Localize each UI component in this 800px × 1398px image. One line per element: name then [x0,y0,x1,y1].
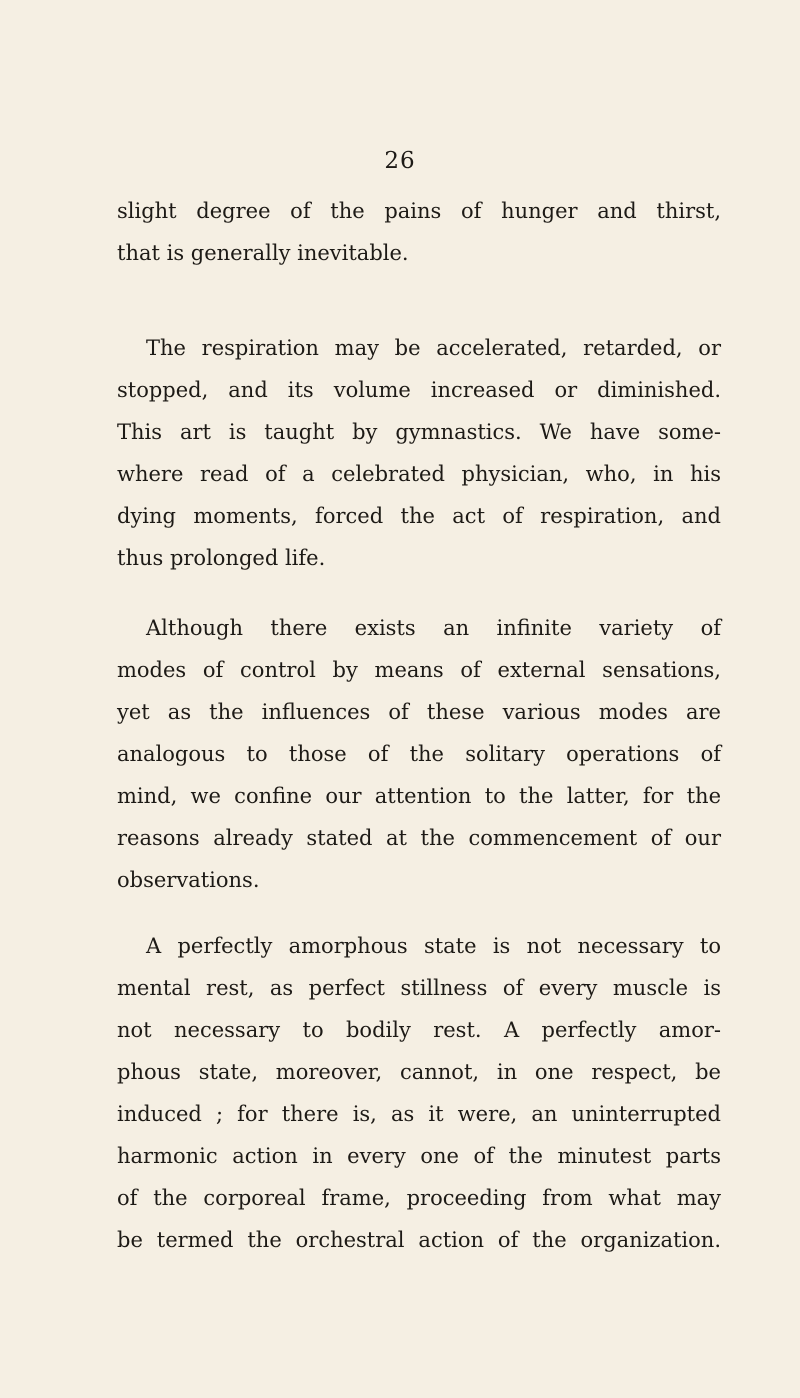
paragraph-line: A perfectly amorphous state is not necessary to [146,934,721,958]
paragraph-2 [117,327,721,579]
paragraph-line: phous state, moreover, cannot, in one respect, be [117,1060,721,1084]
page-number: 26 [384,148,416,174]
paragraph-line: Although there exists an infinite variety of [146,616,721,640]
paragraph-line: mind, we confine our attention to the latter, for the [117,784,721,808]
paragraph-line: of the corporeal frame, proceeding from what may [117,1186,721,1210]
paragraph-line: dying moments, forced the act of respiration, and [117,504,721,528]
paragraph-line: The respiration may be accelerated, retarded, or [146,336,721,360]
paragraph-line: analogous to those of the solitary operations of [117,742,721,766]
paragraph-line: not necessary to bodily rest. A perfectly amor- [117,1018,721,1042]
paragraph-line: where read of a celebrated physician, who, in his [117,462,721,486]
paragraph-4 [117,925,721,1261]
paragraph-line: modes of control by means of external sensations, [117,658,721,682]
paragraph-line: harmonic action in every one of the minutest parts [117,1144,721,1168]
paragraph-1 [117,190,721,274]
paragraph-line: mental rest, as perfect stillness of every muscle is [117,976,721,1000]
paragraph-line: be termed the orchestral action of the organization. [117,1228,721,1252]
paragraph-line: thus prolonged life. [117,546,326,570]
paragraph-line: observations. [117,868,260,892]
paragraph-line: that is generally inevitable. [117,241,409,265]
paragraph-line: stopped, and its volume increased or diminished. [117,378,721,402]
paragraph-line: slight degree of the pains of hunger and thirst, [117,199,721,223]
paragraph-line: induced ; for there is, as it were, an uninterrupted [117,1102,721,1126]
paragraph-3 [117,607,721,901]
paragraph-line: This art is taught by gymnastics. We have some- [117,420,721,444]
paragraph-line: yet as the influences of these various modes are [117,700,721,724]
paragraph-line: reasons already stated at the commencement of our [117,826,721,850]
